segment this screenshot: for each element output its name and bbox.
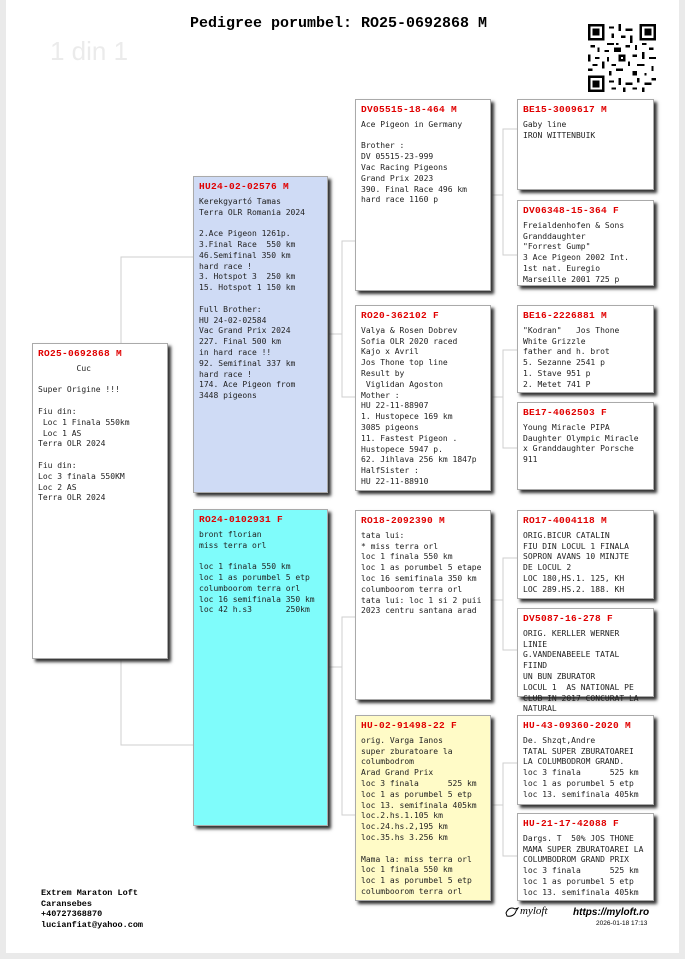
ring-number: BE17-4062503 F bbox=[523, 407, 608, 418]
pigeon-description: tata lui: * miss terra orl loc 1 finala 550 km loc 1 as porumbel 5 etape loc 16 semifinala 350 km columboorom terra orl tata lui: loc 1 si 2 puii 2023 centru santana arad bbox=[361, 530, 482, 616]
pigeon-description: De. Shzqt,Andre TATAL SUPER ZBURATOAREI LA COLUMBODROM GRAND. loc 3 finala 525 km loc 1 as porumbel 5 etp loc 13. semifinala 405km bbox=[523, 735, 639, 799]
ring-number: DV05515-18-464 M bbox=[361, 104, 458, 115]
breeder-contact: Extrem Maraton Loft Caransebes +40727368870 lucianfiat@yahoo.com bbox=[41, 888, 144, 930]
print-timestamp: 2026-01-18 17:13 bbox=[596, 920, 648, 927]
ring-number: HU-02-91498-22 F bbox=[361, 720, 458, 731]
website-link[interactable]: https://myloft.ro bbox=[573, 907, 650, 918]
ring-number: RO24-0102931 F bbox=[199, 514, 284, 525]
dam-sire-dam-card[interactable] bbox=[517, 608, 654, 714]
dam-dam-sire-card[interactable] bbox=[517, 715, 654, 805]
ring-number: DV06348-15-364 F bbox=[523, 205, 620, 216]
sire-dam-card[interactable] bbox=[355, 305, 491, 491]
sire-dam-sire-card[interactable] bbox=[517, 305, 654, 393]
ring-number: RO25-0692868 M bbox=[38, 348, 123, 359]
pigeon-description: "Kodran" Jos Thone White Grizzle father and h. brot 5. Sezanne 2541 p 1. Stave 951 p 2. Metet 741 P bbox=[523, 325, 620, 389]
dam-card[interactable] bbox=[193, 509, 328, 826]
myloft-logo: myloft bbox=[520, 905, 548, 917]
sire-card[interactable] bbox=[193, 176, 328, 493]
pigeon-description: Ace Pigeon in Germany Brother : DV 05515-23-999 Vac Racing Pigeons Grand Prix 2023 390. Final Race 496 km hard race 1160 p bbox=[361, 119, 467, 205]
dam-sire-sire-card[interactable] bbox=[517, 510, 654, 599]
dam-dam-card[interactable] bbox=[355, 715, 491, 901]
pigeon-description: Young Miracle PIPA Daughter Olympic Miracle x Granddaughter Porsche 911 bbox=[523, 422, 639, 465]
pigeon-description: Kerekgyartó Tamas Terra OLR Romania 2024 2.Ace Pigeon 1261p. 3.Final Race 550 km 46.Semifinal 350 km hard race ! 3. Hotspot 3 250 km 15. Hotspot 1 150 km Full Brother: HU 24-02-02584 Vac Grand Prix 2024 227. Final 500 km in hard race !! 92. Semifinal 337 km hard race ! 174. Ace Pigeon from 3448 pigeons bbox=[199, 196, 305, 401]
ring-number: BE16-2226881 M bbox=[523, 310, 608, 321]
page-indicator: 1 din 1 bbox=[50, 36, 129, 66]
ring-number: HU-43-09360-2020 M bbox=[523, 720, 632, 731]
dam-sire-card[interactable] bbox=[355, 510, 491, 700]
pigeon-description: Freialdenhofen & Sons Granddaughter "Forrest Gump" 3 Ace Pigeon 2002 Int. 1st nat. Euregio Marseille 2001 725 p bbox=[523, 220, 629, 284]
ring-number: DV5087-16-278 F bbox=[523, 613, 614, 624]
pigeon-description: Gaby line IRON WITTENBUIK bbox=[523, 119, 596, 140]
pigeon-description: orig. Varga Ianos super zburatoare la columbodrom Arad Grand Prix loc 3 finala 525 km loc 1 as porumbel 5 etp loc 13. semifinala 405km loc.2.hs.1.105 km loc.24.hs.2,195 km loc.35.hs 3.256 km Mama la: miss terra orl loc 1 finala 550 km loc 1 as porumbel 5 etp columboorom terra orl bbox=[361, 735, 477, 896]
sire-sire-sire-card[interactable] bbox=[517, 99, 654, 190]
page-title: Pedigree porumbel: RO25-0692868 M bbox=[190, 15, 488, 32]
dam-dam-dam-card[interactable] bbox=[517, 813, 654, 901]
pigeon-description: Valya & Rosen Dobrev Sofia OLR 2020 raced Kajo x Avril Jos Thone top line Result by Viglidan Agoston Mother : HU 22-11-88907 1. Hustopece 169 km 3085 pigeons 11. Fastest Pigeon . Hustopece 5947 p. 62. Jihlava 256 km 1847p HalfSister : HU 22-11-88910 bbox=[361, 325, 477, 486]
ring-number: BE15-3009617 M bbox=[523, 104, 608, 115]
ring-number: HU24-02-02576 M bbox=[199, 181, 290, 192]
ring-number: RO20-362102 F bbox=[361, 310, 440, 321]
pigeon-logo-icon bbox=[505, 905, 519, 919]
ring-number: RO18-2092390 M bbox=[361, 515, 446, 526]
sire-sire-dam-card[interactable] bbox=[517, 200, 654, 286]
pigeon-description: bront florian miss terra orl loc 1 finala 550 km loc 1 as porumbel 5 etp columboorom terra orl loc 16 semifinala 350 km loc 42 h.s3 250km bbox=[199, 529, 315, 615]
ring-number: RO17-4004118 M bbox=[523, 515, 608, 526]
pigeon-description: ORIG. KERLLER WERNER LINIE G.VANDENABEELE TATAL FIIND UN BUN ZBURATOR LOCUL 1 AS NATIONAL PE CLUB IN 2017 CONCURAT LA NATURAL bbox=[523, 628, 639, 714]
sire-dam-dam-card[interactable] bbox=[517, 402, 654, 490]
pigeon-description: ORIG.BICUR CATALIN FIU DIN LOCUL 1 FINALA SOPRON AVANS 10 MINJTE DE LOCUL 2 LOC 180,HS.1. 125, KH LOC 289.HS.2. 188. KH bbox=[523, 530, 629, 594]
ring-number: HU-21-17-42088 F bbox=[523, 818, 620, 829]
pigeon-description: Cuc Super Origine !!! Fiu din: Loc 1 Finala 550km Loc 1 AS Terra OLR 2024 Fiu din: Loc 3 finala 550KM Loc 2 AS Terra OLR 2024 bbox=[38, 363, 130, 503]
sire-sire-card[interactable] bbox=[355, 99, 491, 291]
pigeon-description: Dargs. T 50% JOS THONE MAMA SUPER ZBURATOAREI LA COLUMBODROM GRAND PRIX loc 3 finala 525 km loc 1 as porumbel 5 etp loc 13. semifinala 405km bbox=[523, 833, 644, 897]
subject-pigeon-card[interactable] bbox=[32, 343, 168, 659]
